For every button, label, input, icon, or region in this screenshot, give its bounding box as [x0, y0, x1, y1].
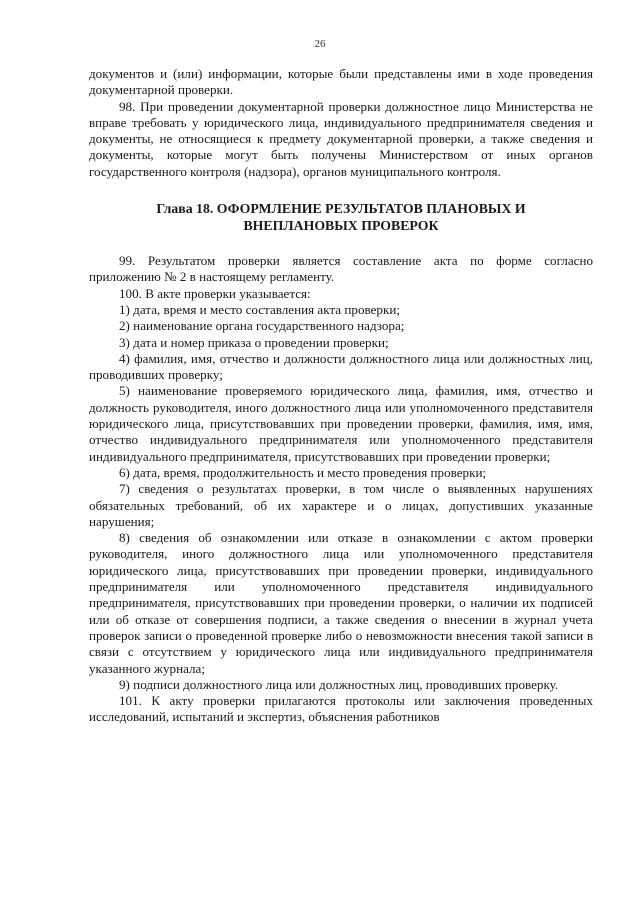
page-number: 26	[314, 38, 326, 50]
chapter-heading-line-2: ВНЕПЛАНОВЫХ ПРОВЕРОК	[243, 218, 439, 234]
list-item-4: 4) фамилия, имя, отчество и должности должностного лица или должностных лиц, проводивших проверку;	[89, 350, 593, 383]
list-item-7: 7) сведения о результатах проверки, в том числе о выявленных нарушениях обязательных требований, об их характере и о лицах, допустивших указанные нарушения;	[89, 481, 593, 529]
list-item-8: 8) сведения об ознакомлении или отказе в ознакомлении с актом проверки руководителя, иного должностного лица или уполномоченного представителя юридического лица, присутствовавших при проведении проверки, индивидуального предпринимателя или уполномоченного представителя индивидуального предпринимателя, присутствовавших при проведении проверки, о наличии их подписей или об отказе от совершения подписи, а также сведения о внесении в журнал учета проверок записи о проведенной проверке либо о невозможности внесения такой записи в связи с отсутствием у юридического лица или индивидуального предпринимателя указанного журнала;	[89, 530, 593, 676]
list-item-5: 5) наименование проверяемого юридического лица, фамилия, имя, отчество и должность руководителя, иного должностного лица или уполномоченного представителя юридического лица, присутствовавших при проведении проверки, фамилия, имя, имя, отчество индивидуального предпринимателя или уполномоченного представителя индивидуального предпринимателя, присутствовавших при проведении проверки;	[89, 383, 593, 464]
paragraph-98: 98. При проведении документарной проверки должностное лицо Министерства не вправе требовать у юридического лица, индивидуального предпринимателя сведения и документы, не относящиеся к предмету документарной проверки, а также сведения и документы, которые могут быть получены Министерством от иных органов государственного контроля (надзора), органов муниципального контроля.	[89, 98, 593, 179]
paragraph-99: 99. Результатом проверки является составление акта по форме согласно приложению № 2 в настоящему регламенту.	[89, 253, 593, 285]
list-item-9: 9) подписи должностного лица или должностных лиц, проводивших проверку.	[119, 676, 559, 692]
list-item-1: 1) дата, время и место составления акта проверки;	[119, 301, 400, 317]
paragraph-continuation: документов и (или) информации, которые были представлены ими в ходе проведения документарной проверки.	[89, 66, 593, 98]
chapter-heading-line-1: Глава 18. ОФОРМЛЕНИЕ РЕЗУЛЬТАТОВ ПЛАНОВЫХ И	[156, 201, 526, 217]
paragraph-100: 100. В акте проверки указывается:	[119, 285, 311, 301]
document-body	[89, 66, 593, 726]
chapter-heading	[89, 200, 593, 234]
list-item-2: 2) наименование органа государственного надзора;	[119, 318, 405, 334]
list-item-3: 3) дата и номер приказа о проведении проверки;	[119, 334, 389, 350]
list-item-6: 6) дата, время, продолжительность и место проведения проверки;	[119, 464, 487, 480]
paragraph-101: 101. К акту проверки прилагаются протоколы или заключения проведенных исследований, испытаний и экспертиз, объяснения работников	[89, 693, 593, 725]
